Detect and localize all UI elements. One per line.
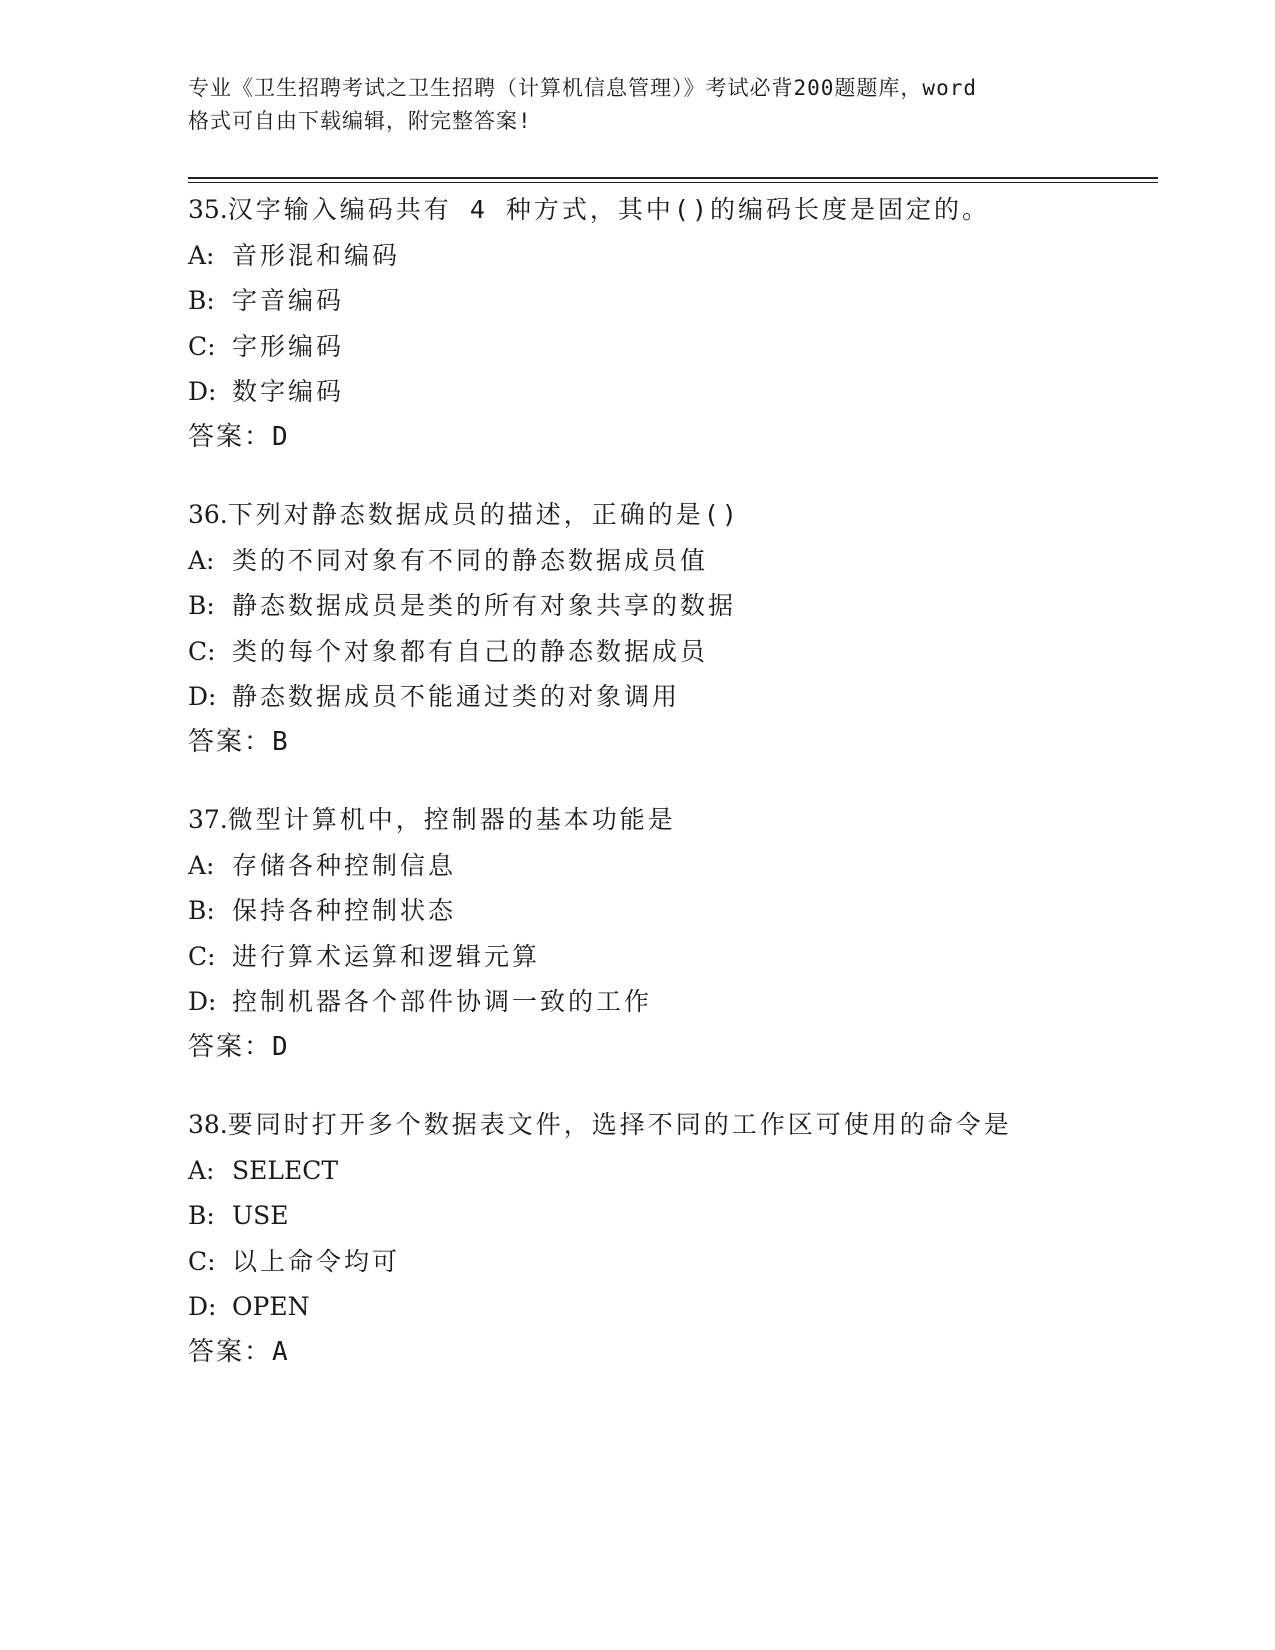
option-text: 保持各种控制状态 xyxy=(232,896,457,926)
option-b xyxy=(188,278,1188,324)
question-text: 要同时打开多个数据表文件，选择不同的工作区可使用的命令是 xyxy=(227,1110,1012,1139)
option-b xyxy=(188,888,1188,934)
question-number: 35. xyxy=(188,195,228,224)
option-text: 进行算术运算和逻辑元算 xyxy=(232,941,541,971)
option-letter: D: xyxy=(188,987,217,1017)
option-text: 静态数据成员是类的所有对象共享的数据 xyxy=(232,591,737,621)
option-letter: C: xyxy=(188,941,216,971)
question-text: 微型计算机中，控制器的基本功能是 xyxy=(227,805,676,834)
option-letter: D: xyxy=(188,682,217,712)
option-c xyxy=(188,324,1188,370)
question-number: 36. xyxy=(188,500,228,529)
option-text: 数字编码 xyxy=(232,377,345,407)
option-a xyxy=(188,843,1188,889)
option-letter: C: xyxy=(188,331,216,361)
option-a xyxy=(188,538,1188,584)
option-text: 音形混和编码 xyxy=(232,240,401,270)
option-letter: A: xyxy=(188,1155,215,1185)
option-letter: B: xyxy=(188,286,215,316)
option-text: 存储各种控制信息 xyxy=(232,850,457,880)
option-d xyxy=(188,979,1188,1025)
option-text: 以上命令均可 xyxy=(232,1246,401,1276)
option-letter: B: xyxy=(188,896,215,926)
option-c xyxy=(188,934,1188,980)
question-number: 37. xyxy=(188,805,228,834)
answer-label: 答案： xyxy=(188,421,273,452)
question-38 xyxy=(188,1102,1188,1376)
option-letter: D: xyxy=(188,1292,217,1322)
option-text: 静态数据成员不能通过类的对象调用 xyxy=(232,682,681,712)
option-text: USE xyxy=(232,1201,289,1231)
answer-line xyxy=(188,1025,1188,1071)
answer-value: D xyxy=(272,1031,288,1062)
option-d xyxy=(188,1284,1188,1330)
option-d xyxy=(188,369,1188,415)
option-text: 字形编码 xyxy=(232,331,345,361)
option-text: OPEN xyxy=(232,1292,310,1322)
option-letter: D: xyxy=(188,377,217,407)
option-letter: A: xyxy=(188,240,215,270)
answer-line xyxy=(188,415,1188,461)
header-line-1: 专业《卫生招聘考试之卫生招聘（计算机信息管理）》考试必背200题题库，word xyxy=(188,76,977,100)
header-divider-thick xyxy=(188,177,1158,179)
option-b xyxy=(188,1193,1188,1239)
answer-label: 答案： xyxy=(188,1031,273,1062)
option-letter: A: xyxy=(188,545,215,575)
option-a xyxy=(188,1148,1188,1194)
answer-value: D xyxy=(272,421,288,452)
answer-label: 答案： xyxy=(188,1336,273,1367)
option-text: 类的不同对象有不同的静态数据成员值 xyxy=(232,545,709,575)
answer-line xyxy=(188,1330,1188,1376)
question-35 xyxy=(188,187,1188,461)
option-d xyxy=(188,674,1188,720)
option-letter: C: xyxy=(188,636,216,666)
option-letter: C: xyxy=(188,1246,216,1276)
option-text: 字音编码 xyxy=(232,286,345,316)
option-text: SELECT xyxy=(232,1155,339,1185)
option-c xyxy=(188,629,1188,675)
question-text: 汉字输入编码共有 4 种方式，其中()的编码长度是固定的。 xyxy=(227,195,991,224)
question-37 xyxy=(188,797,1188,1071)
document-header xyxy=(188,72,1088,138)
answer-line xyxy=(188,720,1188,766)
option-text: 控制机器各个部件协调一致的工作 xyxy=(232,987,653,1017)
option-letter: A: xyxy=(188,850,215,880)
question-number: 38. xyxy=(188,1110,228,1139)
question-text: 下列对静态数据成员的描述，正确的是() xyxy=(227,500,740,529)
option-c xyxy=(188,1239,1188,1285)
option-text: 类的每个对象都有自己的静态数据成员 xyxy=(232,636,709,666)
question-stem xyxy=(188,797,1188,843)
header-divider-thin xyxy=(188,182,1158,183)
option-letter: B: xyxy=(188,591,215,621)
option-a xyxy=(188,233,1188,279)
answer-value: A xyxy=(272,1336,288,1367)
answer-value: B xyxy=(272,726,288,757)
question-stem xyxy=(188,187,1188,233)
answer-label: 答案： xyxy=(188,726,273,757)
question-stem xyxy=(188,492,1188,538)
option-b xyxy=(188,583,1188,629)
question-36 xyxy=(188,492,1188,766)
option-letter: B: xyxy=(188,1201,215,1231)
header-line-2: 格式可自由下载编辑，附完整答案! xyxy=(188,109,532,133)
question-stem xyxy=(188,1102,1188,1148)
